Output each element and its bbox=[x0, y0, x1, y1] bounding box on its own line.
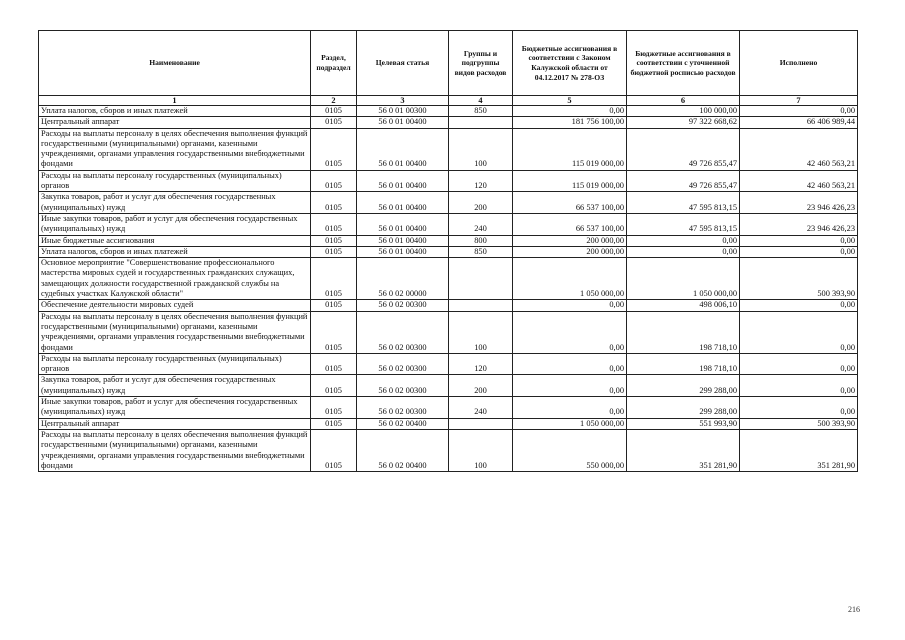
row-group: 850 bbox=[449, 106, 513, 117]
row-name: Уплата налогов, сборов и иных платежей bbox=[39, 246, 311, 257]
row-budget-law: 200 000,00 bbox=[513, 246, 627, 257]
row-budget-refined: 49 726 855,47 bbox=[627, 128, 740, 170]
column-number: 1 bbox=[39, 96, 311, 106]
row-section: 0105 bbox=[311, 246, 357, 257]
row-group: 200 bbox=[449, 192, 513, 214]
row-budget-refined: 0,00 bbox=[627, 246, 740, 257]
row-budget-refined: 299 288,00 bbox=[627, 397, 740, 419]
row-group: 120 bbox=[449, 170, 513, 192]
row-budget-law: 0,00 bbox=[513, 106, 627, 117]
row-group: 850 bbox=[449, 246, 513, 257]
row-budget-refined: 0,00 bbox=[627, 235, 740, 246]
row-budget-refined: 198 718,10 bbox=[627, 311, 740, 353]
row-budget-refined: 47 595 813,15 bbox=[627, 213, 740, 235]
row-section: 0105 bbox=[311, 258, 357, 300]
row-target: 56 0 02 00300 bbox=[357, 375, 449, 397]
table-row bbox=[39, 418, 858, 429]
row-executed: 500 393,90 bbox=[740, 418, 858, 429]
row-executed: 0,00 bbox=[740, 235, 858, 246]
row-budget-law: 550 000,00 bbox=[513, 429, 627, 471]
row-group: 240 bbox=[449, 213, 513, 235]
row-group bbox=[449, 117, 513, 128]
row-budget-refined: 299 288,00 bbox=[627, 375, 740, 397]
row-target: 56 0 01 00400 bbox=[357, 246, 449, 257]
row-target: 56 0 02 00400 bbox=[357, 429, 449, 471]
header-section: Раздел, подраздел bbox=[311, 31, 357, 96]
table-row bbox=[39, 235, 858, 246]
column-number: 7 bbox=[740, 96, 858, 106]
row-budget-law: 0,00 bbox=[513, 300, 627, 311]
row-name: Иные закупки товаров, работ и услуг для обеспечения государственных (муниципальных) нужд bbox=[39, 213, 311, 235]
row-target: 56 0 01 00400 bbox=[357, 192, 449, 214]
table-row bbox=[39, 117, 858, 128]
row-target: 56 0 02 00400 bbox=[357, 418, 449, 429]
row-budget-refined: 100 000,00 bbox=[627, 106, 740, 117]
row-group: 240 bbox=[449, 397, 513, 419]
table-body bbox=[39, 106, 858, 472]
table-row bbox=[39, 353, 858, 375]
row-target: 56 0 01 00400 bbox=[357, 235, 449, 246]
row-budget-law: 1 050 000,00 bbox=[513, 258, 627, 300]
row-budget-law: 1 050 000,00 bbox=[513, 418, 627, 429]
row-group: 200 bbox=[449, 375, 513, 397]
header-budget-refined: Бюджетные ассигнования в соответствии с уточненной бюджетной росписью расходов bbox=[627, 31, 740, 96]
row-executed: 23 946 426,23 bbox=[740, 213, 858, 235]
row-section: 0105 bbox=[311, 353, 357, 375]
row-section: 0105 bbox=[311, 235, 357, 246]
row-executed: 42 460 563,21 bbox=[740, 170, 858, 192]
column-number: 3 bbox=[357, 96, 449, 106]
table-row bbox=[39, 300, 858, 311]
row-section: 0105 bbox=[311, 128, 357, 170]
row-name: Иные бюджетные ассигнования bbox=[39, 235, 311, 246]
column-number-row bbox=[39, 96, 858, 106]
row-target: 56 0 02 00300 bbox=[357, 397, 449, 419]
row-name: Расходы на выплаты персоналу государственных (муниципальных) органов bbox=[39, 170, 311, 192]
row-name: Расходы на выплаты персоналу государственных (муниципальных) органов bbox=[39, 353, 311, 375]
row-budget-refined: 551 993,90 bbox=[627, 418, 740, 429]
row-budget-law: 66 537 100,00 bbox=[513, 192, 627, 214]
row-name: Расходы на выплаты персоналу в целях обеспечения выполнения функций государственными (муниципальными) органами, казенными учреждениями, органами управления государственными внебюджетными фондами bbox=[39, 311, 311, 353]
row-group: 120 bbox=[449, 353, 513, 375]
row-name: Основное мероприятие "Совершенствование профессионального мастерства мировых судей и государственных гражданских служащих, замещающих должности государственной гражданской службы на судебных участках Калужской области" bbox=[39, 258, 311, 300]
row-executed: 23 946 426,23 bbox=[740, 192, 858, 214]
table-row bbox=[39, 192, 858, 214]
row-executed: 0,00 bbox=[740, 375, 858, 397]
row-executed: 0,00 bbox=[740, 311, 858, 353]
row-section: 0105 bbox=[311, 117, 357, 128]
row-name: Закупка товаров, работ и услуг для обеспечения государственных (муниципальных) нужд bbox=[39, 375, 311, 397]
table-row bbox=[39, 106, 858, 117]
row-target: 56 0 02 00300 bbox=[357, 311, 449, 353]
row-section: 0105 bbox=[311, 192, 357, 214]
header-target: Целевая статья bbox=[357, 31, 449, 96]
row-name: Расходы на выплаты персоналу в целях обеспечения выполнения функций государственными (муниципальными) органами, казенными учреждениями, органами управления государственными внебюджетными фондами bbox=[39, 429, 311, 471]
column-number: 2 bbox=[311, 96, 357, 106]
row-executed: 0,00 bbox=[740, 246, 858, 257]
row-section: 0105 bbox=[311, 429, 357, 471]
row-executed: 0,00 bbox=[740, 300, 858, 311]
column-number: 4 bbox=[449, 96, 513, 106]
table-row bbox=[39, 213, 858, 235]
row-section: 0105 bbox=[311, 375, 357, 397]
header-group: Группы и подгруппы видов расходов bbox=[449, 31, 513, 96]
row-name: Иные закупки товаров, работ и услуг для обеспечения государственных (муниципальных) нужд bbox=[39, 397, 311, 419]
row-group bbox=[449, 418, 513, 429]
row-budget-refined: 1 050 000,00 bbox=[627, 258, 740, 300]
row-section: 0105 bbox=[311, 397, 357, 419]
row-executed: 0,00 bbox=[740, 397, 858, 419]
table-row bbox=[39, 311, 858, 353]
budget-table bbox=[38, 30, 858, 472]
row-section: 0105 bbox=[311, 213, 357, 235]
row-name: Расходы на выплаты персоналу в целях обеспечения выполнения функций государственными (муниципальными) органами, казенными учреждениями, органами управления государственными внебюджетными фондами bbox=[39, 128, 311, 170]
row-group: 800 bbox=[449, 235, 513, 246]
row-budget-refined: 351 281,90 bbox=[627, 429, 740, 471]
row-budget-refined: 97 322 668,62 bbox=[627, 117, 740, 128]
row-executed: 351 281,90 bbox=[740, 429, 858, 471]
row-target: 56 0 02 00300 bbox=[357, 300, 449, 311]
row-budget-law: 0,00 bbox=[513, 311, 627, 353]
row-section: 0105 bbox=[311, 418, 357, 429]
row-section: 0105 bbox=[311, 106, 357, 117]
row-executed: 42 460 563,21 bbox=[740, 128, 858, 170]
row-budget-law: 115 019 000,00 bbox=[513, 170, 627, 192]
row-name: Центральный аппарат bbox=[39, 418, 311, 429]
column-number: 6 bbox=[627, 96, 740, 106]
row-group: 100 bbox=[449, 429, 513, 471]
row-budget-law: 181 756 100,00 bbox=[513, 117, 627, 128]
table-row bbox=[39, 375, 858, 397]
row-group: 100 bbox=[449, 311, 513, 353]
table-row bbox=[39, 246, 858, 257]
row-target: 56 0 01 00300 bbox=[357, 106, 449, 117]
row-target: 56 0 02 00300 bbox=[357, 353, 449, 375]
row-section: 0105 bbox=[311, 300, 357, 311]
row-budget-law: 115 019 000,00 bbox=[513, 128, 627, 170]
table-row bbox=[39, 397, 858, 419]
column-number: 5 bbox=[513, 96, 627, 106]
row-budget-law: 0,00 bbox=[513, 375, 627, 397]
row-budget-refined: 198 718,10 bbox=[627, 353, 740, 375]
row-name: Центральный аппарат bbox=[39, 117, 311, 128]
row-name: Уплата налогов, сборов и иных платежей bbox=[39, 106, 311, 117]
row-budget-law: 0,00 bbox=[513, 397, 627, 419]
row-executed: 500 393,90 bbox=[740, 258, 858, 300]
row-section: 0105 bbox=[311, 311, 357, 353]
row-target: 56 0 01 00400 bbox=[357, 170, 449, 192]
table-row bbox=[39, 258, 858, 300]
row-name: Закупка товаров, работ и услуг для обеспечения государственных (муниципальных) нужд bbox=[39, 192, 311, 214]
row-group: 100 bbox=[449, 128, 513, 170]
row-section: 0105 bbox=[311, 170, 357, 192]
table-row bbox=[39, 429, 858, 471]
row-target: 56 0 01 00400 bbox=[357, 117, 449, 128]
row-executed: 66 406 989,44 bbox=[740, 117, 858, 128]
header-budget-law: Бюджетные ассигнования в соответствии с Законом Калужской области от 04.12.2017 № 278-ОЗ bbox=[513, 31, 627, 96]
page-number: 216 bbox=[848, 605, 860, 614]
row-group bbox=[449, 258, 513, 300]
header-row bbox=[39, 31, 858, 96]
row-executed: 0,00 bbox=[740, 106, 858, 117]
row-group bbox=[449, 300, 513, 311]
row-name: Обеспечение деятельности мировых судей bbox=[39, 300, 311, 311]
header-executed: Исполнено bbox=[740, 31, 858, 96]
row-target: 56 0 01 00400 bbox=[357, 128, 449, 170]
table-row bbox=[39, 128, 858, 170]
row-budget-law: 66 537 100,00 bbox=[513, 213, 627, 235]
row-budget-law: 200 000,00 bbox=[513, 235, 627, 246]
row-budget-refined: 47 595 813,15 bbox=[627, 192, 740, 214]
row-budget-law: 0,00 bbox=[513, 353, 627, 375]
row-budget-refined: 498 006,10 bbox=[627, 300, 740, 311]
row-target: 56 0 01 00400 bbox=[357, 213, 449, 235]
header-name: Наименование bbox=[39, 31, 311, 96]
table-row bbox=[39, 170, 858, 192]
row-executed: 0,00 bbox=[740, 353, 858, 375]
row-target: 56 0 02 00000 bbox=[357, 258, 449, 300]
row-budget-refined: 49 726 855,47 bbox=[627, 170, 740, 192]
